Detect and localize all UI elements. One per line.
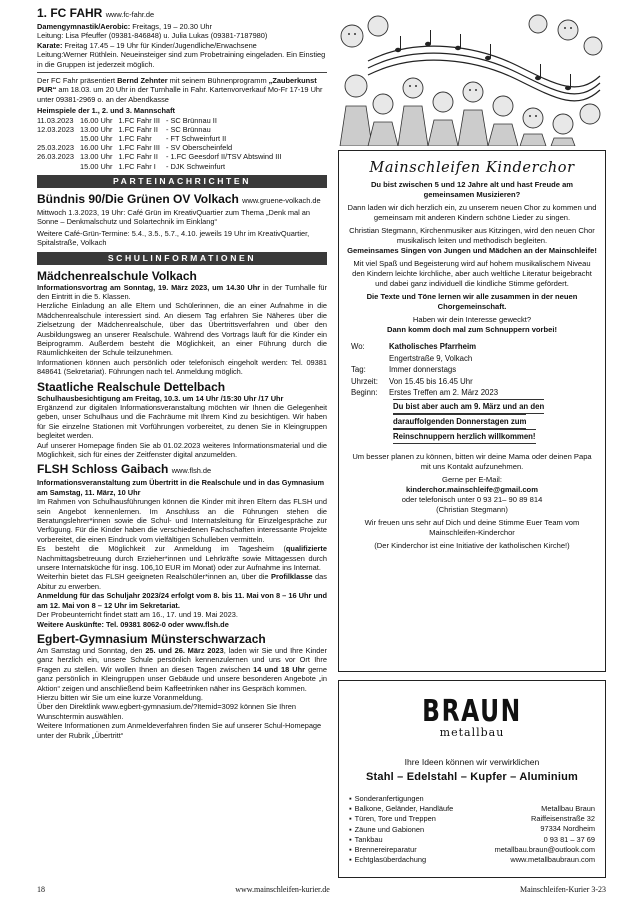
braun-slogan: Ihre Ideen können wir verwirklichen (404, 757, 540, 767)
game-cell: - SV Oberscheinfeld (165, 143, 233, 153)
detail-key: Uhrzeit: (351, 376, 378, 386)
choir-details (347, 341, 597, 444)
fc-promo (37, 76, 327, 104)
flsh-heading (37, 462, 327, 478)
braun-service-item: ▪ Sonderanfertigungen (349, 794, 453, 804)
choir-note: (Der Kinderchor ist eine Initiative der katholischen Kirche!) (374, 540, 570, 550)
egbert-text: Am Samstag und Sonntag, den (37, 645, 146, 655)
mrs-lead (37, 283, 327, 302)
game-cell: 1.FC Fahr (118, 134, 152, 144)
choir-ad (338, 150, 606, 672)
fc-line-text: Leitung:Werner Rüthlein. Neueinsteiger sind zum Probetraining eingeladen. Ein Einstieg in die Gruppen ist jederzeit möglich. (37, 50, 326, 69)
fc-line-bold: Damengymnastik/Aerobic: (37, 22, 131, 31)
detail-value: Katholisches Pfarrheim (389, 342, 477, 351)
game-cell: - SC Brünnau (165, 124, 211, 134)
games-title: Heimspiele der 1., 2. und 3. Mannschaft (37, 106, 175, 116)
flsh-registration: Anmeldung für das Schuljahr 2023/24 erfolgt vom 8. bis 11. Mai von 8 – 16 Uhr und am 12. Mai von 8 – 12 Uhr im Sekretariat. (37, 591, 327, 610)
gruene-text: Weitere Café-Grün-Termine: 5.4., 3.5., 5.7., 4.10. jeweils 19 Uhr im KreativQuartier, Spitalstraße, Volkach (37, 228, 310, 248)
games-table (37, 116, 287, 171)
egbert-text: Hierzu bitten wir Sie um eine kurze Voranmeldung. (37, 692, 203, 702)
flsh-p2 (37, 544, 327, 572)
flsh-lead: Informationsveranstaltung zum Übertritt in die Realschule und in das Gymnasium am Samstag, 11. März, 10 Uhr (37, 478, 325, 497)
flsh-text: Es besteht die Möglichkeit zur Anmeldung im Tagesheim ( (37, 544, 286, 554)
flsh-contact: Weitere Auskünfte: Tel. 09381 8062-0 oder www.flsh.de (37, 619, 229, 629)
mrs-lead-rest: in der Turnhalle für den Eintritt in die 5. Klassen. (37, 282, 327, 301)
game-row (37, 162, 287, 171)
egbert-p1 (37, 646, 327, 693)
braun-address-line: 97334 Nordheim (540, 824, 595, 834)
flsh-bold: Profilklasse (271, 572, 313, 582)
game-cell: 1.FC Fahr II (118, 152, 158, 162)
game-cell: - DJK Schweinfurt (165, 161, 226, 171)
game-cell: 26.03.2023 (37, 152, 74, 162)
braun-logo: BRAUN (422, 694, 522, 729)
game-cell: - SC Brünnau II (165, 115, 217, 125)
highlight-line: Du bist aber auch am 9. März und an den (393, 399, 544, 414)
highlight-line: Reinschnuppern herzlich willkommen! (393, 429, 536, 444)
detail-key: Wo: (351, 342, 365, 351)
gruene-heading (37, 192, 327, 208)
game-row (37, 116, 287, 125)
mrs-lead-bold: Informationsvortrag am Sonntag, 19. März 2023, um 14.30 Uhr (37, 282, 261, 292)
braun-ad (338, 680, 606, 878)
game-cell (37, 134, 80, 143)
game-cell: 1.FC Fahr I (118, 161, 156, 171)
mrs-body: Herzliche Einladung an alle Eltern und Schülerinnen, die an einer Aufnahme in die Mädchenrealschule interessiert sind. An diesem Tag erfahren Sie Näheres über die Zielsetzung der Mädchenrealschule, über das Übertrittsverfahren und über den Ausbildungsweg an unserer Realschule. Während des Vortrags läuft für die Kinder ein Beiprogramm. Außerdem besteht die Möglichkeit, an einer Führung durch die Räumlichkeiten der Schule teilzunehmen. (37, 301, 327, 358)
fc-line-text: Leitung: Lisa Pfeuffer (09381-846848) u. Julia Lukas (09381-7187980) (37, 31, 268, 41)
page-footer (37, 885, 606, 894)
flsh-text: Weiterhin bietet das FLSH geeigneten Realschüler*innen an, über die (37, 572, 272, 582)
detail-value: Erstes Treffen am 2. März 2023 (389, 388, 499, 397)
game-row (37, 125, 287, 134)
mrs-title: Mädchenrealschule Volkach (37, 268, 197, 283)
choir-text: Christian Stegmann, Kirchenmusiker aus Kitzingen, wird den neuen Chor musikalisch leiten und methodisch begleiten. (349, 226, 595, 245)
choir-phone: oder telefonisch unter 0 93 21– 90 89 814 (401, 494, 543, 504)
braun-logo-sub: metallbau (439, 726, 505, 739)
footer-issue: Mainschleifen-Kurier 3-23 (520, 885, 606, 894)
choir-text-bold: Dann komm doch mal zum Schnuppern vorbei! (386, 325, 558, 334)
game-cell: 12.03.2023 (37, 124, 74, 134)
braun-service-item: ▪ Türen, Tore und Treppen (349, 814, 453, 824)
flsh-bold: qualifizierte (285, 544, 327, 554)
divider (37, 72, 327, 73)
fc-line-bold: Karate: (37, 40, 63, 50)
game-cell: - FT Schweinfurt II (165, 134, 227, 144)
game-cell: 1.FC Fahr III (118, 143, 160, 153)
braun-address (495, 804, 595, 865)
braun-service-item: ▪ Echtglasüberdachung (349, 855, 453, 865)
mrs-tail: Informationen können auch persönlich oder telefonisch eingeholt werden: Tel. 09381 848641 (Sekretariat). Führungen nach tel. Anmeldung möglich. (37, 357, 327, 377)
choir-text-bold: Die Texte und Töne lernen wir alle zusammen in der neuen Chorgemeinschaft. (366, 292, 578, 311)
left-column (37, 6, 327, 740)
choir-question: Du bist zwischen 5 und 12 Jahre alt und hast Freude am gemeinsamen Musizieren? (370, 180, 574, 199)
detail-key: Beginn: (351, 388, 378, 397)
choir-text: Wir freuen uns sehr auf Dich und deine Stimme Euer Team vom Mainschleifen-Kinderchor (364, 517, 580, 537)
game-cell: 13.00 Uhr (80, 124, 113, 134)
flsh-url[interactable]: www.flsh.de (171, 466, 212, 476)
footer-url[interactable]: www.mainschleifen-kurier.de (235, 885, 330, 894)
promo-text: Der FC Fahr präsentiert (37, 76, 118, 86)
braun-service-item: ▪ Tankbau (349, 835, 453, 845)
choir-text-bold: Gemeinsames Singen von Jungen und Mädchen an der Mainschleife! (347, 246, 597, 255)
game-row (37, 152, 287, 161)
flsh-body: Im Rahmen von Schulhausführungen können die Kinder mit ihren Eltern das FLSH und sein Angebot kennenlernen. Im Anschluss an die Führungen stehen die Beratungslehrer*innen sowie die Schul- und Internatsleitung für Einzelgespräche zur Verfügung. Für die Kinder haben die verschiedenen Fachschaften interessante Projekte vorbereitet, die einen Eindruck vom vielfältigen Schulleben vermitteln. (37, 497, 327, 544)
game-cell: 1.FC Fahr III (118, 115, 160, 125)
egbert-text: , laden wir Sie und Ihre Kinder ganz herzlich ein, unsere Schule persönlich kennenzulernen und uns vor Ort Ihre Fragen zu stellen. Wir wollen Ihnen an diesen Tagen zwischen (37, 645, 327, 674)
flsh-title: FLSH Schloss Gaibach (37, 462, 169, 477)
choir-highlight (347, 399, 597, 444)
braun-materials: Stahl – Edelstahl – Kupfer – Aluminium (366, 771, 578, 783)
braun-address-line: 0 93 81 – 37 69 (543, 834, 595, 844)
flsh-text: das Abitur zu erwerben. (37, 572, 327, 591)
game-cell: 16.00 Uhr (80, 143, 113, 153)
page-number: 18 (37, 885, 45, 894)
choir-text: Mit viel Spaß und Begeisterung wird auf hohem musikalischem Niveau den Kindern leichte kirchliche, aber auch weltliche Literatur beigebracht und dabei ganz individuell die kindliche Stimme gefördert. (352, 259, 592, 288)
game-cell (37, 162, 80, 171)
egbert-bold: 14 und 18 Uhr (253, 664, 306, 674)
egbert-bold: 25. und 26. März 2023 (145, 645, 224, 655)
braun-address-line: metallbau.braun@outlook.com (494, 844, 595, 854)
game-cell: 1.FC Fahr II (118, 124, 158, 134)
game-cell: 15.00 Uhr (80, 134, 113, 144)
game-row (37, 134, 287, 143)
fc-heading (37, 6, 327, 22)
detail-value: Von 15.45 bis 16.45 Uhr (389, 376, 473, 386)
choir-text: Gerne per E-Mail: (442, 474, 502, 484)
srd-tail: Auf unserer Homepage finden Sie ab 01.02.2023 weiteres Informationsmaterial und die Möglichkeit, sich für eines der Zeitfenster digital anzumelden. (37, 440, 327, 459)
braun-address-line: www.metallbaubraun.com (510, 855, 595, 865)
detail-value: Immer donnerstags (389, 365, 457, 374)
promo-text: mit seinem Bühnenprogramm (167, 76, 269, 86)
game-cell: - 1.FC Geesdorf II/TSV Abtswind III (165, 152, 282, 162)
flsh-p3 (37, 572, 327, 591)
choir-text: Haben wir dein Interesse geweckt? (412, 315, 532, 324)
egbert-text: gerne ganz persönlich in Kleingruppen unser Gebäude und unsere besonderen Angebote „in Aktion“ zeigen und anschließend beim Kaffeetrinken näher ins Gespräch kommen. (37, 664, 327, 693)
fc-line-text: Freitags, 19 – 20.30 Uhr (130, 22, 212, 31)
detail-key: Tag: (351, 365, 366, 374)
highlight-line: darauffolgenden Donnerstagen zum (393, 414, 526, 429)
game-cell: 25.03.2023 (37, 143, 74, 153)
braun-address-line: Metallbau Braun (541, 804, 595, 813)
braun-services (349, 794, 453, 865)
gruene-title: Bündnis 90/Die Grünen OV Volkach (37, 191, 239, 206)
promo-text: am 18.03. um 20 Uhr in der Turnhalle in Fahr. Kartenvorverkauf Mo-Fr 17-19 Uhr unter 09381-2969 o. an der Abendkasse (37, 85, 323, 104)
egbert-title: Egbert-Gymnasium Münsterschwarzach (37, 631, 266, 646)
promo-bold: Bernd Zehnter (117, 76, 168, 86)
choir-title: Mainschleifen Kinderchor (369, 160, 575, 176)
braun-address-line: Raiffeisenstraße 32 (531, 814, 595, 824)
egbert-text: Weitere Informationen zum Anmeldeverfahren finden Sie auf unserer Schul-Homepage unter der Rubrik „Übertritt“ (37, 721, 322, 740)
flsh-text: Nachmittagsbetreuung durch Erzieher*innen und Lehrkräfte sowie Mittagessen durch unsere Internatsküche für insg. 106,10 EUR im Monat) oder zur Aufnahme ins Internat. (37, 553, 327, 573)
game-cell: 13.00 Uhr (80, 152, 113, 162)
game-row (37, 143, 287, 152)
fc-url[interactable]: www.fc-fahr.de (105, 10, 155, 19)
promo-bold: „Zauberkunst PUR“ (37, 76, 317, 95)
flsh-trial: Der Probeunterricht findet statt am 16., 17. und 19. Mai 2023. (37, 610, 238, 620)
srd-title: Staatliche Realschule Dettelbach (37, 379, 226, 394)
braun-service-item: ▪ Zäune und Gabionen (349, 825, 453, 835)
srd-lead: Schulhausbesichtigung am Freitag, 10.3. um 14 Uhr /15:30 Uhr /17 Uhr (37, 393, 284, 403)
choir-email-link[interactable]: kinderchor.mainschleife@gmail.com (406, 484, 538, 494)
game-cell: 15.00 Uhr (80, 161, 113, 171)
choir-contact-name: (Christian Stegmann) (436, 504, 508, 514)
fc-line-text: Freitag 17.45 – 19 Uhr für Kinder/Jugendliche/Erwachsene (62, 40, 257, 50)
game-cell: 16.00 Uhr (80, 115, 113, 125)
section-bar-party: PARTEINACHRICHTEN (37, 175, 327, 188)
choir-text: Um besser planen zu können, bitten wir deine Mama oder deinen Papa mit uns Kontakt aufzunehmen. (352, 451, 592, 471)
gruene-text: Mittwoch 1.3.2023, 19 Uhr: Café Grün im KreativQuartier zum Thema „Denk mal an Sonne – Denkmalschutz und Solartechnik im Einklang“ (37, 207, 311, 227)
game-cell: 11.03.2023 (37, 115, 74, 125)
children-singing-illustration (338, 6, 606, 146)
fc-title: 1. FC FAHR (37, 6, 103, 20)
choir-text: Dann laden wir dich herzlich ein, zu unserem neuen Chor zu kommen und gemeinsam mit anderen Kindern schöne Lieder zu singen. (347, 203, 597, 222)
fc-lines (37, 22, 327, 69)
section-bar-school: SCHULINFORMATIONEN (37, 252, 327, 265)
braun-service-item: ▪ Balkone, Geländer, Handläufe (349, 804, 453, 814)
srd-body: Ergänzend zur digitalen Informationsveranstaltung möchten wir Ihnen die Gelegenheit geben, unser Schulhaus und die Fachräume mit Ihrem Kind zu besichtigen. Wir haben für Sie einzelne Stationen mit Vorführungen vorbereitet, zu denen Sie in Kleingruppen begleitet werden. (37, 402, 327, 441)
braun-service-item: ▪ Brennereireparatur (349, 845, 453, 855)
detail-value: Engertstraße 9, Volkach (389, 353, 473, 363)
egbert-link-text: Über den Direktlink www.egbert-gymnasium.de/?Itemid=3092 können Sie Ihren Wunschtermin auswählen. (37, 702, 297, 721)
gruene-url[interactable]: www.gruene-volkach.de (242, 195, 321, 205)
